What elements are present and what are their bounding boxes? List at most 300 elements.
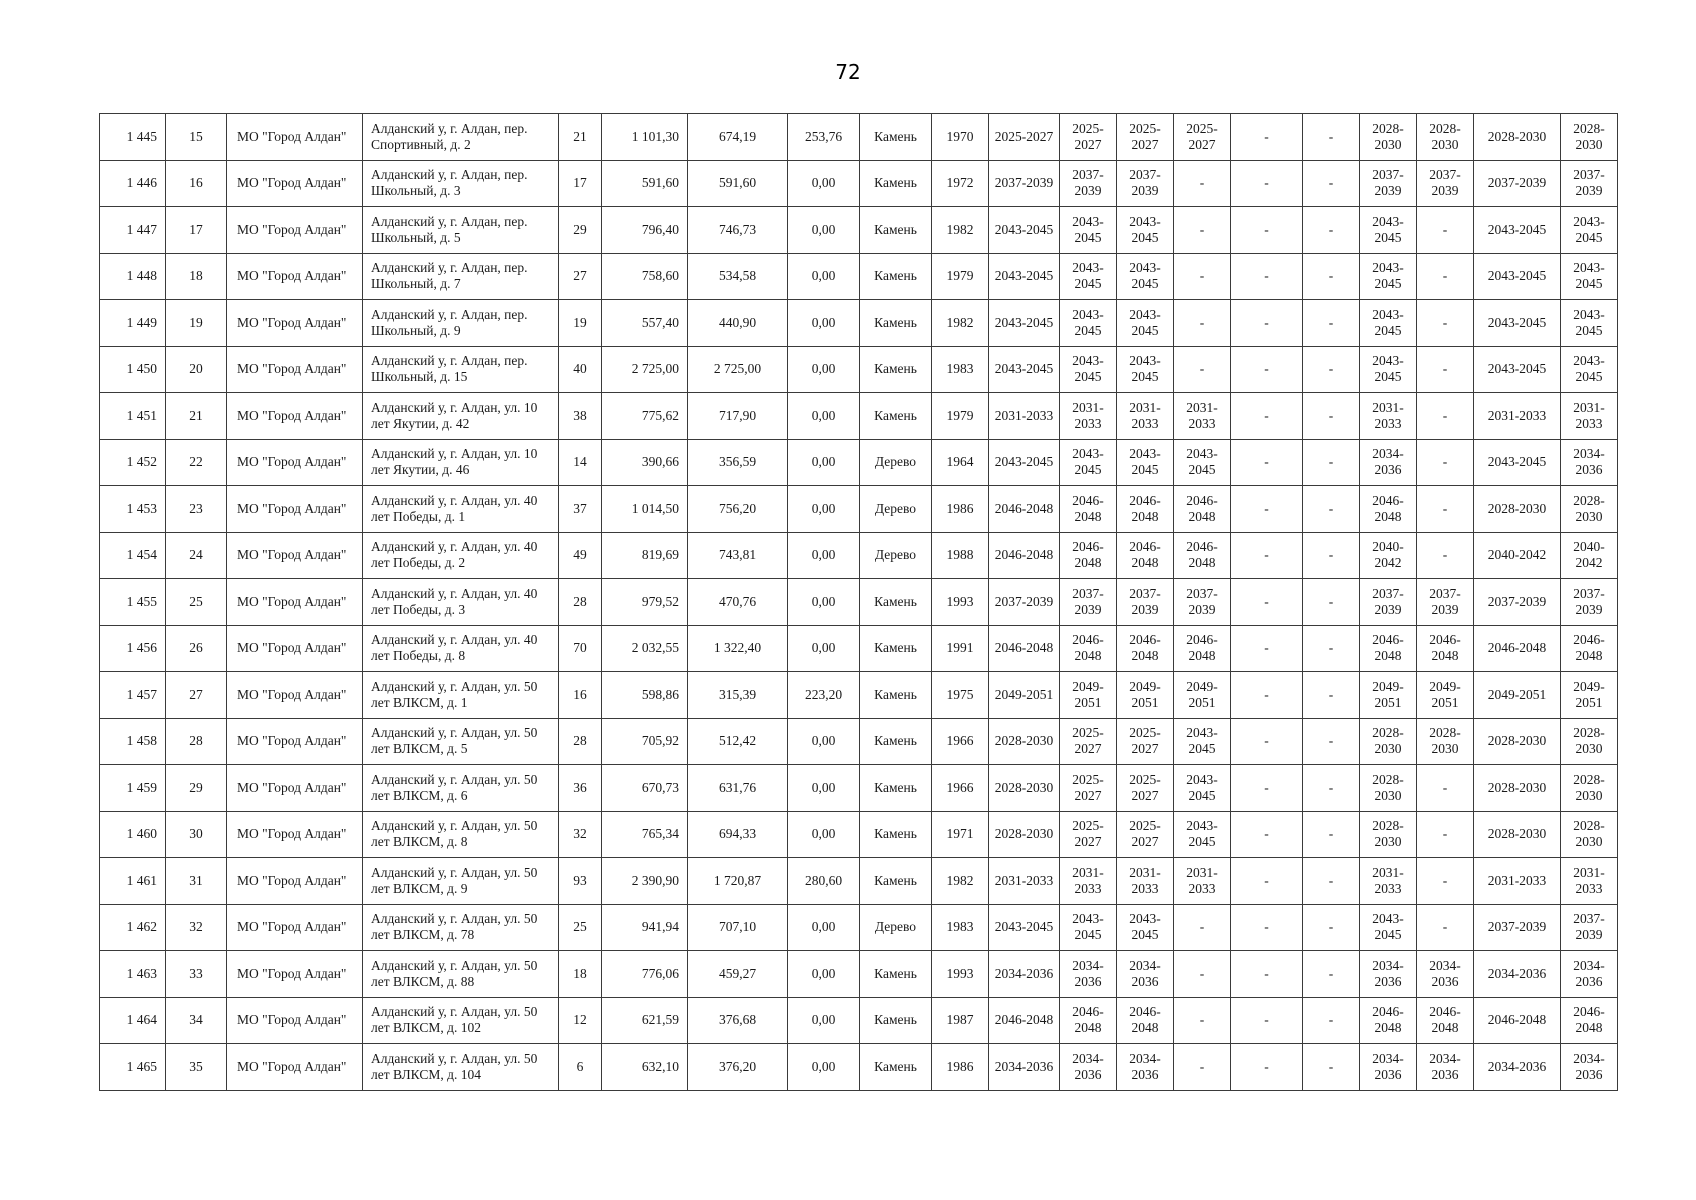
row-index-cell: 18 — [166, 253, 227, 300]
period-4-cell: - — [1174, 253, 1231, 300]
registry-number-cell: 1 462 — [100, 904, 166, 951]
period-9-cell: 2043-2045 — [1474, 253, 1561, 300]
period-4-cell: - — [1174, 346, 1231, 393]
period-9-cell: 2043-2045 — [1474, 300, 1561, 347]
build-year-cell: 1983 — [932, 904, 989, 951]
period-1-cell: 2031-2033 — [989, 858, 1060, 905]
page-number: 72 — [835, 60, 861, 84]
residents-count-cell: 70 — [559, 625, 602, 672]
period-10-cell: 2028-2030 — [1561, 114, 1618, 161]
period-6-cell: - — [1303, 346, 1360, 393]
wall-material-cell: Камень — [860, 672, 932, 719]
address-cell: Алданский у, г. Алдан, ул. 40 лет Победы, д. 3 — [363, 579, 559, 626]
period-5-cell: - — [1231, 1044, 1303, 1091]
period-1-cell: 2037-2039 — [989, 579, 1060, 626]
period-1-cell: 2046-2048 — [989, 997, 1060, 1044]
municipality-cell: МО "Город Алдан" — [227, 951, 363, 998]
period-1-cell: 2046-2048 — [989, 486, 1060, 533]
residents-count-cell: 49 — [559, 532, 602, 579]
build-year-cell: 1966 — [932, 765, 989, 812]
period-9-cell: 2037-2039 — [1474, 579, 1561, 626]
address-cell: Алданский у, г. Алдан, ул. 50 лет ВЛКСМ, д. 1 — [363, 672, 559, 719]
period-5-cell: - — [1231, 672, 1303, 719]
row-index-cell: 15 — [166, 114, 227, 161]
wall-material-cell: Камень — [860, 811, 932, 858]
period-4-cell: 2046-2048 — [1174, 532, 1231, 579]
period-10-cell: 2037-2039 — [1561, 160, 1618, 207]
period-8-cell: - — [1417, 393, 1474, 440]
municipality-cell: МО "Город Алдан" — [227, 765, 363, 812]
period-10-cell: 2043-2045 — [1561, 207, 1618, 254]
total-area-cell: 819,69 — [602, 532, 688, 579]
period-2-cell: 2043-2045 — [1060, 904, 1117, 951]
period-10-cell: 2043-2045 — [1561, 300, 1618, 347]
municipality-cell: МО "Город Алдан" — [227, 997, 363, 1044]
period-6-cell: - — [1303, 393, 1360, 440]
registry-number-cell: 1 447 — [100, 207, 166, 254]
nonresidential-area-cell: 0,00 — [788, 346, 860, 393]
wall-material-cell: Дерево — [860, 904, 932, 951]
residents-count-cell: 29 — [559, 207, 602, 254]
residents-count-cell: 27 — [559, 253, 602, 300]
total-area-cell: 758,60 — [602, 253, 688, 300]
total-area-cell: 591,60 — [602, 160, 688, 207]
build-year-cell: 1986 — [932, 1044, 989, 1091]
address-cell: Алданский у, г. Алдан, ул. 50 лет ВЛКСМ, д. 104 — [363, 1044, 559, 1091]
period-7-cell: 2049-2051 — [1360, 672, 1417, 719]
period-9-cell: 2040-2042 — [1474, 532, 1561, 579]
row-index-cell: 30 — [166, 811, 227, 858]
period-9-cell: 2028-2030 — [1474, 718, 1561, 765]
registry-number-cell: 1 445 — [100, 114, 166, 161]
wall-material-cell: Дерево — [860, 439, 932, 486]
registry-number-cell: 1 464 — [100, 997, 166, 1044]
municipality-cell: МО "Город Алдан" — [227, 1044, 363, 1091]
period-9-cell: 2031-2033 — [1474, 858, 1561, 905]
registry-number-cell: 1 457 — [100, 672, 166, 719]
period-2-cell: 2025-2027 — [1060, 718, 1117, 765]
row-index-cell: 21 — [166, 393, 227, 440]
period-10-cell: 2034-2036 — [1561, 439, 1618, 486]
period-1-cell: 2025-2027 — [989, 114, 1060, 161]
address-cell: Алданский у, г. Алдан, ул. 40 лет Победы, д. 1 — [363, 486, 559, 533]
period-4-cell: - — [1174, 904, 1231, 951]
build-year-cell: 1970 — [932, 114, 989, 161]
residents-count-cell: 6 — [559, 1044, 602, 1091]
build-year-cell: 1971 — [932, 811, 989, 858]
period-5-cell: - — [1231, 718, 1303, 765]
nonresidential-area-cell: 0,00 — [788, 625, 860, 672]
period-10-cell: 2037-2039 — [1561, 579, 1618, 626]
period-3-cell: 2046-2048 — [1117, 625, 1174, 672]
period-8-cell: - — [1417, 207, 1474, 254]
total-area-cell: 979,52 — [602, 579, 688, 626]
municipality-cell: МО "Город Алдан" — [227, 346, 363, 393]
period-4-cell: 2046-2048 — [1174, 625, 1231, 672]
period-8-cell: 2046-2048 — [1417, 997, 1474, 1044]
period-4-cell: 2043-2045 — [1174, 811, 1231, 858]
period-7-cell: 2031-2033 — [1360, 393, 1417, 440]
table-row — [100, 625, 1618, 672]
address-cell: Алданский у, г. Алдан, ул. 50 лет ВЛКСМ, д. 78 — [363, 904, 559, 951]
row-index-cell: 27 — [166, 672, 227, 719]
period-4-cell: 2046-2048 — [1174, 486, 1231, 533]
living-area-cell: 512,42 — [688, 718, 788, 765]
table-row — [100, 486, 1618, 533]
address-cell: Алданский у, г. Алдан, ул. 50 лет ВЛКСМ, д. 9 — [363, 858, 559, 905]
nonresidential-area-cell: 253,76 — [788, 114, 860, 161]
residents-count-cell: 93 — [559, 858, 602, 905]
period-8-cell: - — [1417, 300, 1474, 347]
table-row — [100, 439, 1618, 486]
period-5-cell: - — [1231, 160, 1303, 207]
nonresidential-area-cell: 0,00 — [788, 253, 860, 300]
residents-count-cell: 36 — [559, 765, 602, 812]
period-6-cell: - — [1303, 1044, 1360, 1091]
period-5-cell: - — [1231, 253, 1303, 300]
registry-number-cell: 1 460 — [100, 811, 166, 858]
total-area-cell: 670,73 — [602, 765, 688, 812]
period-10-cell: 2049-2051 — [1561, 672, 1618, 719]
nonresidential-area-cell: 280,60 — [788, 858, 860, 905]
table-row — [100, 579, 1618, 626]
period-8-cell: 2028-2030 — [1417, 114, 1474, 161]
address-cell: Алданский у, г. Алдан, ул. 40 лет Победы, д. 8 — [363, 625, 559, 672]
period-2-cell: 2034-2036 — [1060, 951, 1117, 998]
period-9-cell: 2028-2030 — [1474, 765, 1561, 812]
period-10-cell: 2031-2033 — [1561, 858, 1618, 905]
living-area-cell: 591,60 — [688, 160, 788, 207]
period-7-cell: 2028-2030 — [1360, 114, 1417, 161]
period-6-cell: - — [1303, 207, 1360, 254]
period-9-cell: 2037-2039 — [1474, 904, 1561, 951]
wall-material-cell: Дерево — [860, 486, 932, 533]
period-2-cell: 2025-2027 — [1060, 811, 1117, 858]
period-1-cell: 2043-2045 — [989, 300, 1060, 347]
total-area-cell: 1 101,30 — [602, 114, 688, 161]
table-row — [100, 858, 1618, 905]
period-7-cell: 2028-2030 — [1360, 765, 1417, 812]
table-row — [100, 1044, 1618, 1091]
wall-material-cell: Камень — [860, 300, 932, 347]
nonresidential-area-cell: 0,00 — [788, 951, 860, 998]
period-5-cell: - — [1231, 951, 1303, 998]
period-4-cell: 2043-2045 — [1174, 765, 1231, 812]
nonresidential-area-cell: 0,00 — [788, 904, 860, 951]
period-1-cell: 2028-2030 — [989, 811, 1060, 858]
wall-material-cell: Камень — [860, 253, 932, 300]
period-3-cell: 2046-2048 — [1117, 532, 1174, 579]
period-9-cell: 2028-2030 — [1474, 114, 1561, 161]
table-row — [100, 253, 1618, 300]
period-2-cell: 2037-2039 — [1060, 160, 1117, 207]
period-6-cell: - — [1303, 532, 1360, 579]
period-7-cell: 2034-2036 — [1360, 439, 1417, 486]
period-8-cell: - — [1417, 904, 1474, 951]
period-10-cell: 2028-2030 — [1561, 486, 1618, 533]
total-area-cell: 632,10 — [602, 1044, 688, 1091]
build-year-cell: 1972 — [932, 160, 989, 207]
registry-number-cell: 1 452 — [100, 439, 166, 486]
nonresidential-area-cell: 0,00 — [788, 718, 860, 765]
row-index-cell: 24 — [166, 532, 227, 579]
living-area-cell: 717,90 — [688, 393, 788, 440]
period-8-cell: 2046-2048 — [1417, 625, 1474, 672]
residents-count-cell: 32 — [559, 811, 602, 858]
address-cell: Алданский у, г. Алдан, пер. Школьный, д. 9 — [363, 300, 559, 347]
period-2-cell: 2046-2048 — [1060, 486, 1117, 533]
table-row — [100, 997, 1618, 1044]
period-8-cell: - — [1417, 811, 1474, 858]
address-cell: Алданский у, г. Алдан, ул. 50 лет ВЛКСМ, д. 102 — [363, 997, 559, 1044]
nonresidential-area-cell: 0,00 — [788, 393, 860, 440]
period-4-cell: - — [1174, 160, 1231, 207]
nonresidential-area-cell: 0,00 — [788, 532, 860, 579]
municipality-cell: МО "Город Алдан" — [227, 114, 363, 161]
address-cell: Алданский у, г. Алдан, пер. Школьный, д. 3 — [363, 160, 559, 207]
period-8-cell: 2034-2036 — [1417, 1044, 1474, 1091]
period-7-cell: 2043-2045 — [1360, 300, 1417, 347]
period-8-cell: - — [1417, 486, 1474, 533]
period-9-cell: 2031-2033 — [1474, 393, 1561, 440]
row-index-cell: 19 — [166, 300, 227, 347]
wall-material-cell: Камень — [860, 997, 932, 1044]
build-year-cell: 1964 — [932, 439, 989, 486]
period-6-cell: - — [1303, 579, 1360, 626]
period-6-cell: - — [1303, 253, 1360, 300]
period-7-cell: 2043-2045 — [1360, 253, 1417, 300]
residents-count-cell: 40 — [559, 346, 602, 393]
period-5-cell: - — [1231, 439, 1303, 486]
living-area-cell: 534,58 — [688, 253, 788, 300]
period-6-cell: - — [1303, 997, 1360, 1044]
period-7-cell: 2037-2039 — [1360, 579, 1417, 626]
municipality-cell: МО "Город Алдан" — [227, 579, 363, 626]
residents-count-cell: 28 — [559, 718, 602, 765]
period-10-cell: 2028-2030 — [1561, 811, 1618, 858]
nonresidential-area-cell: 223,20 — [788, 672, 860, 719]
build-year-cell: 1987 — [932, 997, 989, 1044]
registry-number-cell: 1 465 — [100, 1044, 166, 1091]
wall-material-cell: Камень — [860, 951, 932, 998]
total-area-cell: 775,62 — [602, 393, 688, 440]
period-5-cell: - — [1231, 486, 1303, 533]
period-9-cell: 2043-2045 — [1474, 346, 1561, 393]
living-area-cell: 356,59 — [688, 439, 788, 486]
row-index-cell: 32 — [166, 904, 227, 951]
period-8-cell: - — [1417, 346, 1474, 393]
registry-number-cell: 1 459 — [100, 765, 166, 812]
period-1-cell: 2043-2045 — [989, 346, 1060, 393]
period-9-cell: 2046-2048 — [1474, 997, 1561, 1044]
build-year-cell: 1991 — [932, 625, 989, 672]
table-row — [100, 393, 1618, 440]
period-3-cell: 2031-2033 — [1117, 393, 1174, 440]
table-row — [100, 160, 1618, 207]
period-6-cell: - — [1303, 114, 1360, 161]
address-cell: Алданский у, г. Алдан, ул. 50 лет ВЛКСМ, д. 6 — [363, 765, 559, 812]
period-8-cell: 2049-2051 — [1417, 672, 1474, 719]
period-5-cell: - — [1231, 997, 1303, 1044]
period-3-cell: 2034-2036 — [1117, 1044, 1174, 1091]
period-4-cell: 2031-2033 — [1174, 393, 1231, 440]
period-4-cell: - — [1174, 1044, 1231, 1091]
address-cell: Алданский у, г. Алдан, ул. 10 лет Якутии, д. 42 — [363, 393, 559, 440]
municipality-cell: МО "Город Алдан" — [227, 207, 363, 254]
period-4-cell: - — [1174, 997, 1231, 1044]
period-6-cell: - — [1303, 951, 1360, 998]
row-index-cell: 26 — [166, 625, 227, 672]
period-2-cell: 2034-2036 — [1060, 1044, 1117, 1091]
period-5-cell: - — [1231, 625, 1303, 672]
period-3-cell: 2046-2048 — [1117, 997, 1174, 1044]
residents-count-cell: 37 — [559, 486, 602, 533]
build-year-cell: 1993 — [932, 579, 989, 626]
registry-table — [99, 113, 1618, 1091]
row-index-cell: 28 — [166, 718, 227, 765]
period-10-cell: 2028-2030 — [1561, 765, 1618, 812]
residents-count-cell: 18 — [559, 951, 602, 998]
nonresidential-area-cell: 0,00 — [788, 439, 860, 486]
registry-number-cell: 1 463 — [100, 951, 166, 998]
table-row — [100, 904, 1618, 951]
nonresidential-area-cell: 0,00 — [788, 300, 860, 347]
period-6-cell: - — [1303, 672, 1360, 719]
period-2-cell: 2043-2045 — [1060, 439, 1117, 486]
period-7-cell: 2046-2048 — [1360, 486, 1417, 533]
address-cell: Алданский у, г. Алдан, пер. Школьный, д. 15 — [363, 346, 559, 393]
build-year-cell: 1986 — [932, 486, 989, 533]
period-2-cell: 2031-2033 — [1060, 858, 1117, 905]
period-7-cell: 2031-2033 — [1360, 858, 1417, 905]
period-8-cell: 2028-2030 — [1417, 718, 1474, 765]
row-index-cell: 34 — [166, 997, 227, 1044]
municipality-cell: МО "Город Алдан" — [227, 904, 363, 951]
period-4-cell: 2037-2039 — [1174, 579, 1231, 626]
nonresidential-area-cell: 0,00 — [788, 765, 860, 812]
municipality-cell: МО "Город Алдан" — [227, 532, 363, 579]
build-year-cell: 1966 — [932, 718, 989, 765]
period-6-cell: - — [1303, 486, 1360, 533]
period-1-cell: 2043-2045 — [989, 207, 1060, 254]
row-index-cell: 16 — [166, 160, 227, 207]
period-10-cell: 2028-2030 — [1561, 718, 1618, 765]
period-1-cell: 2043-2045 — [989, 439, 1060, 486]
municipality-cell: МО "Город Алдан" — [227, 253, 363, 300]
period-7-cell: 2034-2036 — [1360, 951, 1417, 998]
period-3-cell: 2025-2027 — [1117, 765, 1174, 812]
period-3-cell: 2049-2051 — [1117, 672, 1174, 719]
period-7-cell: 2046-2048 — [1360, 625, 1417, 672]
period-7-cell: 2037-2039 — [1360, 160, 1417, 207]
period-7-cell: 2040-2042 — [1360, 532, 1417, 579]
registry-number-cell: 1 450 — [100, 346, 166, 393]
residents-count-cell: 17 — [559, 160, 602, 207]
municipality-cell: МО "Город Алдан" — [227, 672, 363, 719]
total-area-cell: 776,06 — [602, 951, 688, 998]
row-index-cell: 20 — [166, 346, 227, 393]
table-body — [100, 114, 1618, 1091]
table-row — [100, 765, 1618, 812]
period-3-cell: 2037-2039 — [1117, 579, 1174, 626]
period-3-cell: 2025-2027 — [1117, 114, 1174, 161]
period-4-cell: 2049-2051 — [1174, 672, 1231, 719]
living-area-cell: 376,68 — [688, 997, 788, 1044]
municipality-cell: МО "Город Алдан" — [227, 625, 363, 672]
period-1-cell: 2028-2030 — [989, 765, 1060, 812]
registry-number-cell: 1 449 — [100, 300, 166, 347]
build-year-cell: 1988 — [932, 532, 989, 579]
row-index-cell: 17 — [166, 207, 227, 254]
residents-count-cell: 14 — [559, 439, 602, 486]
nonresidential-area-cell: 0,00 — [788, 997, 860, 1044]
registry-number-cell: 1 461 — [100, 858, 166, 905]
period-5-cell: - — [1231, 300, 1303, 347]
wall-material-cell: Камень — [860, 579, 932, 626]
period-9-cell: 2043-2045 — [1474, 439, 1561, 486]
living-area-cell: 631,76 — [688, 765, 788, 812]
build-year-cell: 1979 — [932, 253, 989, 300]
period-1-cell: 2031-2033 — [989, 393, 1060, 440]
nonresidential-area-cell: 0,00 — [788, 486, 860, 533]
municipality-cell: МО "Город Алдан" — [227, 300, 363, 347]
period-5-cell: - — [1231, 904, 1303, 951]
period-7-cell: 2043-2045 — [1360, 207, 1417, 254]
period-9-cell: 2049-2051 — [1474, 672, 1561, 719]
address-cell: Алданский у, г. Алдан, ул. 50 лет ВЛКСМ, д. 8 — [363, 811, 559, 858]
period-8-cell: 2037-2039 — [1417, 160, 1474, 207]
period-5-cell: - — [1231, 579, 1303, 626]
build-year-cell: 1983 — [932, 346, 989, 393]
period-10-cell: 2034-2036 — [1561, 951, 1618, 998]
period-2-cell: 2043-2045 — [1060, 346, 1117, 393]
residents-count-cell: 16 — [559, 672, 602, 719]
period-9-cell: 2034-2036 — [1474, 1044, 1561, 1091]
living-area-cell: 2 725,00 — [688, 346, 788, 393]
period-2-cell: 2046-2048 — [1060, 997, 1117, 1044]
municipality-cell: МО "Город Алдан" — [227, 439, 363, 486]
period-10-cell: 2037-2039 — [1561, 904, 1618, 951]
period-8-cell: 2037-2039 — [1417, 579, 1474, 626]
period-3-cell: 2025-2027 — [1117, 811, 1174, 858]
period-8-cell: - — [1417, 439, 1474, 486]
table-row — [100, 300, 1618, 347]
table-row — [100, 346, 1618, 393]
wall-material-cell: Камень — [860, 765, 932, 812]
total-area-cell: 941,94 — [602, 904, 688, 951]
period-1-cell: 2043-2045 — [989, 904, 1060, 951]
address-cell: Алданский у, г. Алдан, ул. 40 лет Победы, д. 2 — [363, 532, 559, 579]
municipality-cell: МО "Город Алдан" — [227, 486, 363, 533]
registry-number-cell: 1 458 — [100, 718, 166, 765]
registry-number-cell: 1 453 — [100, 486, 166, 533]
wall-material-cell: Дерево — [860, 532, 932, 579]
period-4-cell: 2043-2045 — [1174, 439, 1231, 486]
period-8-cell: 2034-2036 — [1417, 951, 1474, 998]
period-6-cell: - — [1303, 160, 1360, 207]
build-year-cell: 1979 — [932, 393, 989, 440]
wall-material-cell: Камень — [860, 207, 932, 254]
period-5-cell: - — [1231, 532, 1303, 579]
table-row — [100, 718, 1618, 765]
municipality-cell: МО "Город Алдан" — [227, 858, 363, 905]
period-2-cell: 2046-2048 — [1060, 625, 1117, 672]
period-4-cell: - — [1174, 300, 1231, 347]
period-10-cell: 2046-2048 — [1561, 625, 1618, 672]
nonresidential-area-cell: 0,00 — [788, 579, 860, 626]
wall-material-cell: Камень — [860, 160, 932, 207]
period-4-cell: 2025-2027 — [1174, 114, 1231, 161]
